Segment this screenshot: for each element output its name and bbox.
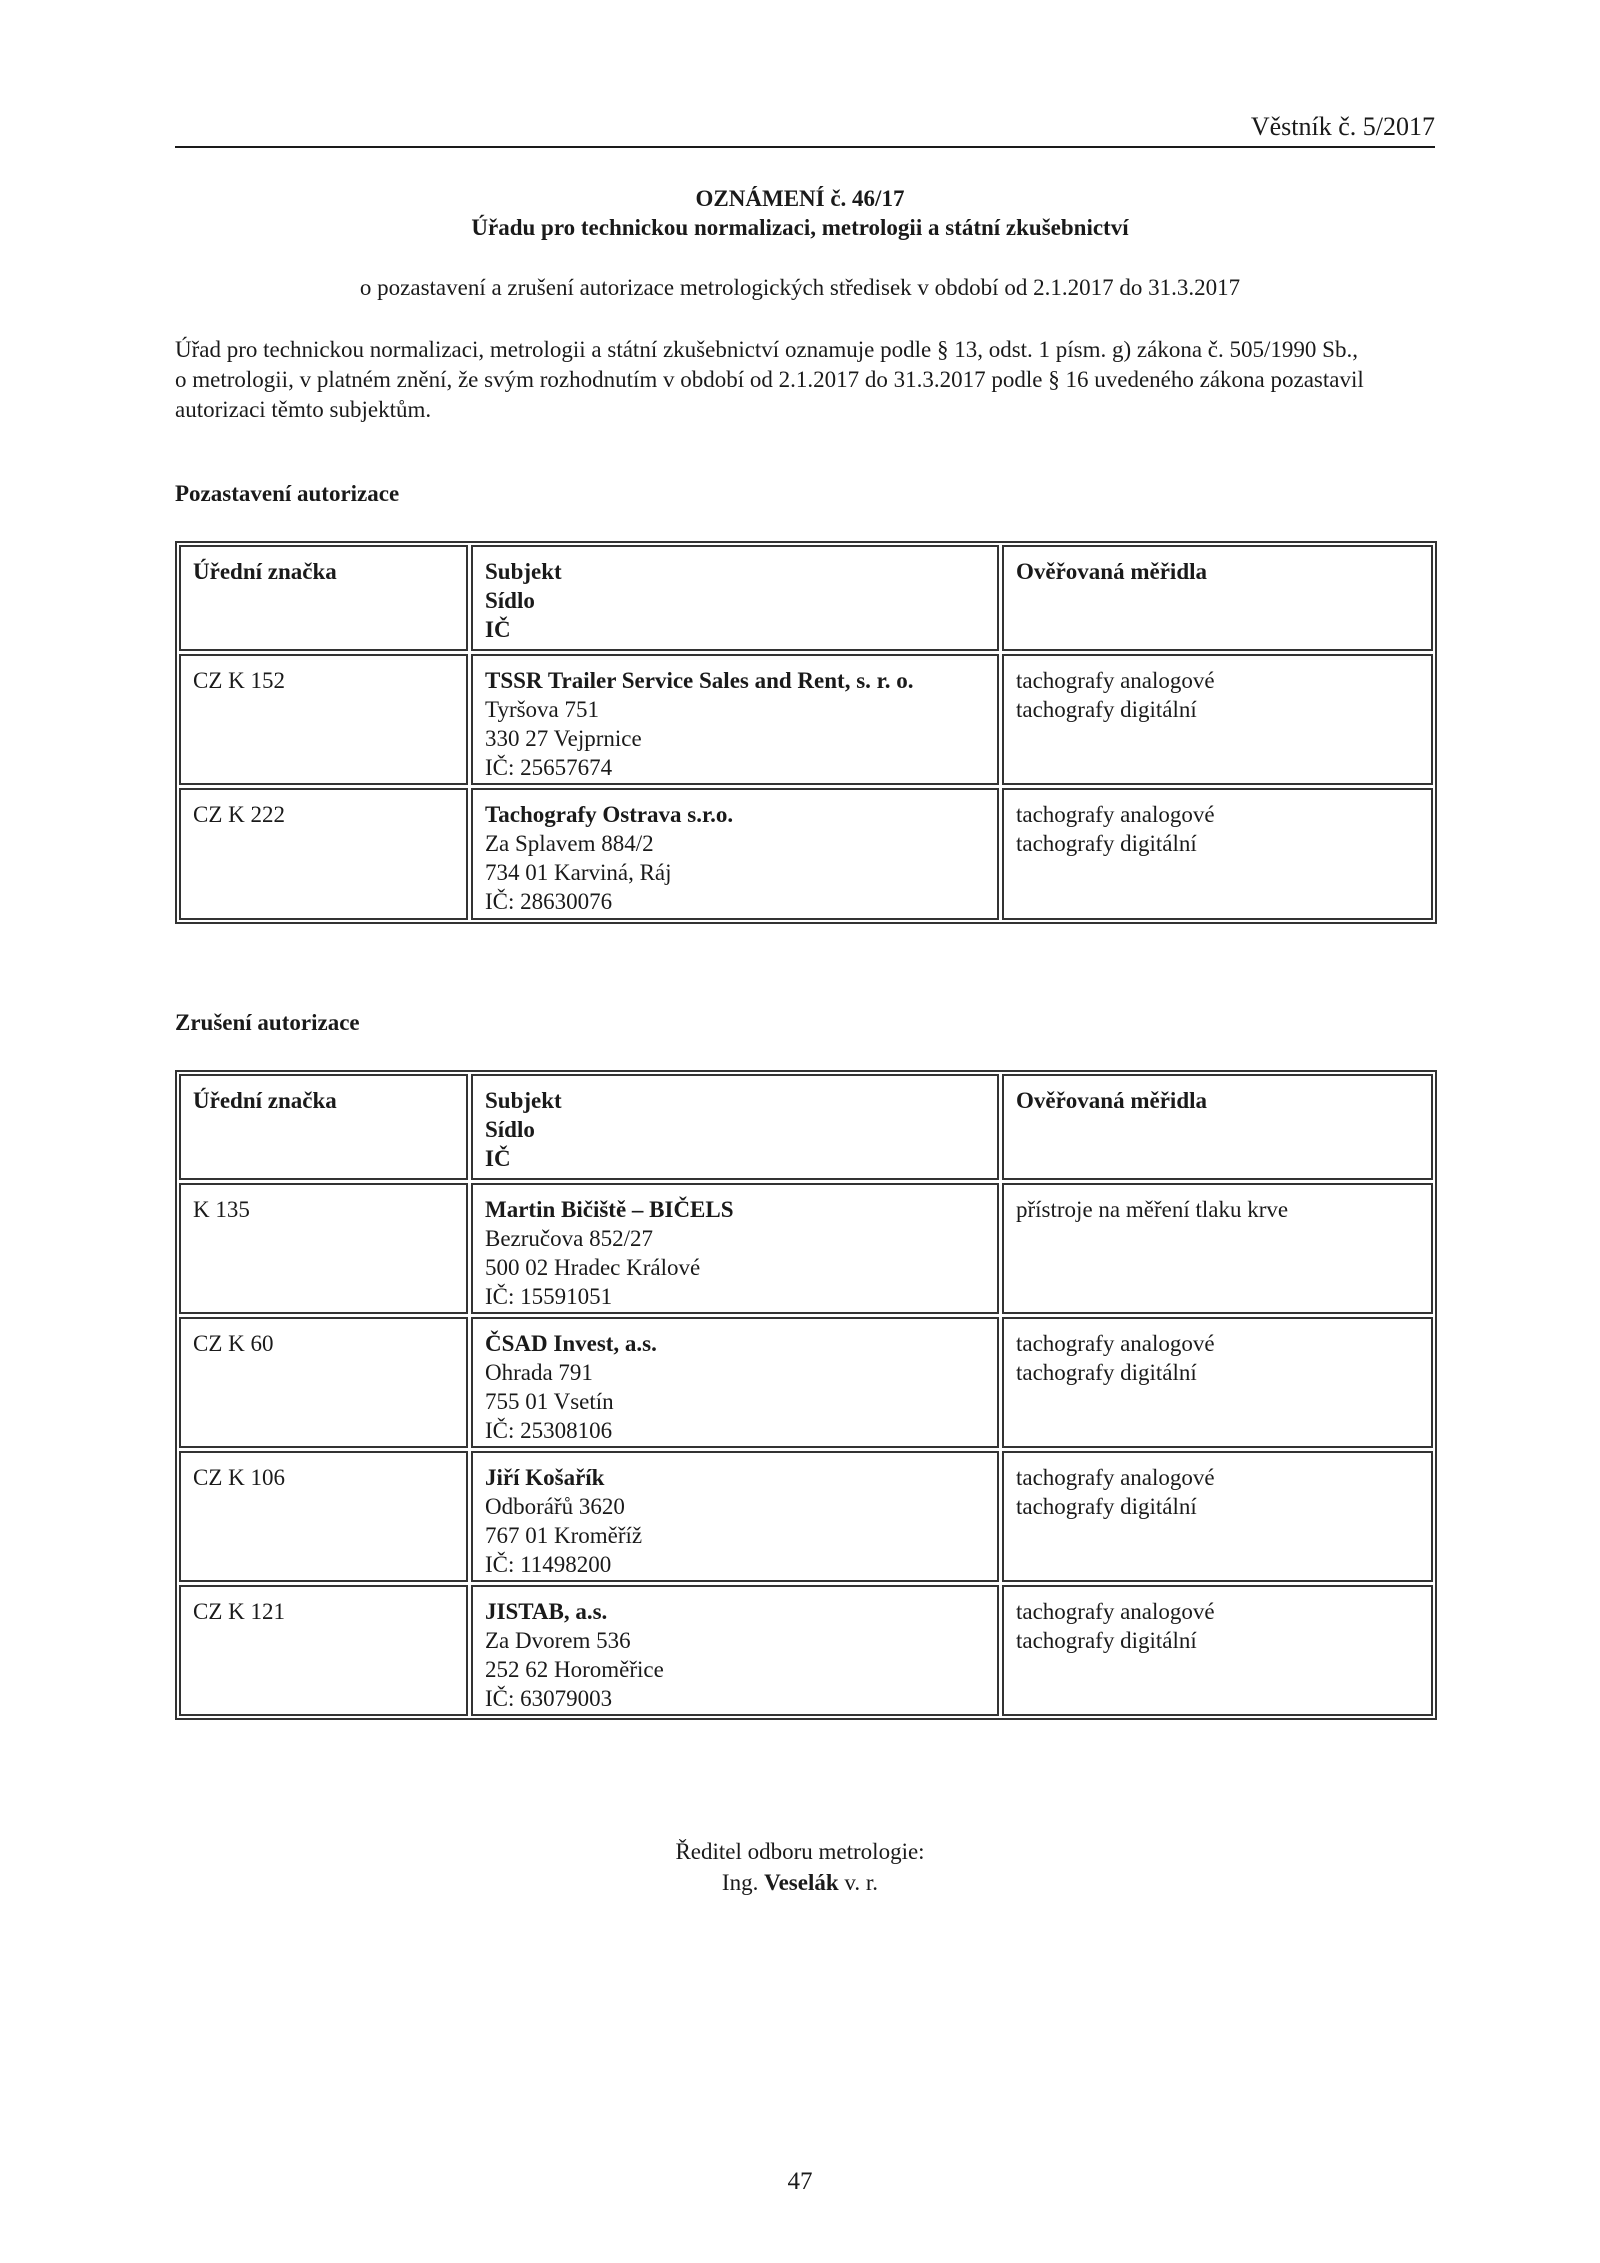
- table-row: [179, 654, 1433, 785]
- subject-cell: [471, 1451, 999, 1582]
- subject-city: 252 62 Horoměřice: [485, 1657, 664, 1682]
- instrument-item: tachografy digitální: [1016, 1494, 1197, 1519]
- instruments-cell: [1002, 1183, 1433, 1314]
- subject-cell: [471, 1183, 999, 1314]
- header-ic-label: IČ: [485, 617, 511, 642]
- announcement-subject: o pozastavení a zrušení autorizace metrologických středisek v období od 2.1.2017 do 31.3.2017: [359, 275, 1241, 300]
- subject-street: Za Splavem 884/2: [485, 831, 654, 856]
- mark-cell: CZ K 222: [179, 788, 468, 920]
- subject-cell: [471, 788, 999, 920]
- subject-name: Tachografy Ostrava s.r.o.: [485, 802, 734, 827]
- subject-ic: IČ: 28630076: [485, 889, 613, 914]
- instrument-item: tachografy analogové: [1016, 668, 1215, 693]
- mark-cell: CZ K 60: [179, 1317, 468, 1448]
- subject-cell: [471, 654, 999, 785]
- table-header-row: [179, 1074, 1433, 1180]
- subject-city: 755 01 Vsetín: [485, 1389, 614, 1414]
- subject-street: Bezručova 852/27: [485, 1226, 653, 1251]
- subject-street: Ohrada 791: [485, 1360, 593, 1385]
- instrument-item: tachografy digitální: [1016, 831, 1197, 856]
- mark-cell: CZ K 152: [179, 654, 468, 785]
- header-subject: [471, 545, 999, 651]
- mark-cell: CZ K 106: [179, 1451, 468, 1582]
- instruments-cell: [1002, 1585, 1433, 1716]
- table-row: [179, 1183, 1433, 1314]
- signature-surname: Veselák: [764, 1870, 839, 1895]
- mark-cell: K 135: [179, 1183, 468, 1314]
- header-seat-label: Sídlo: [485, 588, 535, 613]
- instrument-item: tachografy digitální: [1016, 697, 1197, 722]
- header-mark: Úřední značka: [179, 1074, 468, 1180]
- table-row: [179, 1451, 1433, 1582]
- header-instruments: Ověřovaná měřidla: [1002, 1074, 1433, 1180]
- announcement-body: [175, 335, 1445, 425]
- journal-issue: Věstník č. 5/2017: [1250, 112, 1435, 141]
- subject-name: JISTAB, a.s.: [485, 1599, 608, 1624]
- signature-prefix: Ing.: [721, 1870, 759, 1895]
- body-line: autorizaci těmto subjektům.: [175, 397, 432, 422]
- subject-ic: IČ: 11498200: [485, 1552, 612, 1577]
- instruments-cell: [1002, 788, 1433, 920]
- instruments-cell: [1002, 1451, 1433, 1582]
- subject-name: Jiří Košařík: [485, 1465, 605, 1490]
- header-ic-label: IČ: [485, 1146, 511, 1171]
- announcement-authority: Úřadu pro technickou normalizaci, metrologii a státní zkušebnictví: [471, 215, 1129, 240]
- subject-ic: IČ: 25657674: [485, 755, 613, 780]
- suspension-section-title: Pozastavení autorizace: [175, 481, 400, 506]
- header-seat-label: Sídlo: [485, 1117, 535, 1142]
- subject-name: ČSAD Invest, a.s.: [485, 1331, 657, 1356]
- table-row: [179, 1585, 1433, 1716]
- instrument-item: tachografy digitální: [1016, 1360, 1197, 1385]
- header-subject-label: Subjekt: [485, 559, 562, 584]
- cancellation-table: [175, 1070, 1437, 1720]
- subject-name: Martin Bičiště – BIČELS: [485, 1197, 734, 1222]
- subject-ic: IČ: 63079003: [485, 1686, 613, 1711]
- page-number: 47: [787, 2168, 813, 2195]
- subject-cell: [471, 1317, 999, 1448]
- signature-suffix: v. r.: [844, 1870, 879, 1895]
- instrument-item: tachografy digitální: [1016, 1628, 1197, 1653]
- instruments-cell: [1002, 654, 1433, 785]
- header-subject-label: Subjekt: [485, 1088, 562, 1113]
- header-rule: [175, 146, 1435, 148]
- instrument-item: tachografy analogové: [1016, 1465, 1215, 1490]
- subject-street: Tyršova 751: [485, 697, 600, 722]
- table-header-row: [179, 545, 1433, 651]
- subject-city: 500 02 Hradec Králové: [485, 1255, 701, 1280]
- subject-city: 767 01 Kroměříž: [485, 1523, 643, 1548]
- subject-ic: IČ: 15591051: [485, 1284, 613, 1309]
- signature-block: [0, 1836, 1600, 1898]
- subject-ic: IČ: 25308106: [485, 1418, 613, 1443]
- instrument-item: tachografy analogové: [1016, 1331, 1215, 1356]
- cancellation-section-title: Zrušení autorizace: [175, 1010, 360, 1035]
- table-row: [179, 788, 1433, 920]
- header-mark: Úřední značka: [179, 545, 468, 651]
- header-instruments: Ověřovaná měřidla: [1002, 545, 1433, 651]
- header-subject: [471, 1074, 999, 1180]
- instrument-item: přístroje na měření tlaku krve: [1016, 1197, 1289, 1222]
- subject-city: 330 27 Vejprnice: [485, 726, 642, 751]
- subject-name: TSSR Trailer Service Sales and Rent, s. r. o.: [485, 668, 914, 693]
- announcement-title: OZNÁMENÍ č. 46/17: [695, 186, 905, 211]
- signature-name: [0, 1867, 1600, 1898]
- table-row: [179, 1317, 1433, 1448]
- instrument-item: tachografy analogové: [1016, 1599, 1215, 1624]
- subject-cell: [471, 1585, 999, 1716]
- body-line: o metrologii, v platném znění, že svým rozhodnutím v období od 2.1.2017 do 31.3.2017 podle § 16 uvedeného zákona pozastavil: [175, 367, 1364, 392]
- instruments-cell: [1002, 1317, 1433, 1448]
- instrument-item: tachografy analogové: [1016, 802, 1215, 827]
- signature-role: Ředitel odboru metrologie:: [675, 1839, 925, 1864]
- subject-city: 734 01 Karviná, Ráj: [485, 860, 672, 885]
- mark-cell: CZ K 121: [179, 1585, 468, 1716]
- suspension-table: [175, 541, 1437, 924]
- subject-street: Za Dvorem 536: [485, 1628, 631, 1653]
- body-line: Úřad pro technickou normalizaci, metrologii a státní zkušebnictví oznamuje podle § 13, odst. 1 písm. g) zákona č. 505/1990 Sb.,: [175, 337, 1358, 362]
- subject-street: Odborářů 3620: [485, 1494, 625, 1519]
